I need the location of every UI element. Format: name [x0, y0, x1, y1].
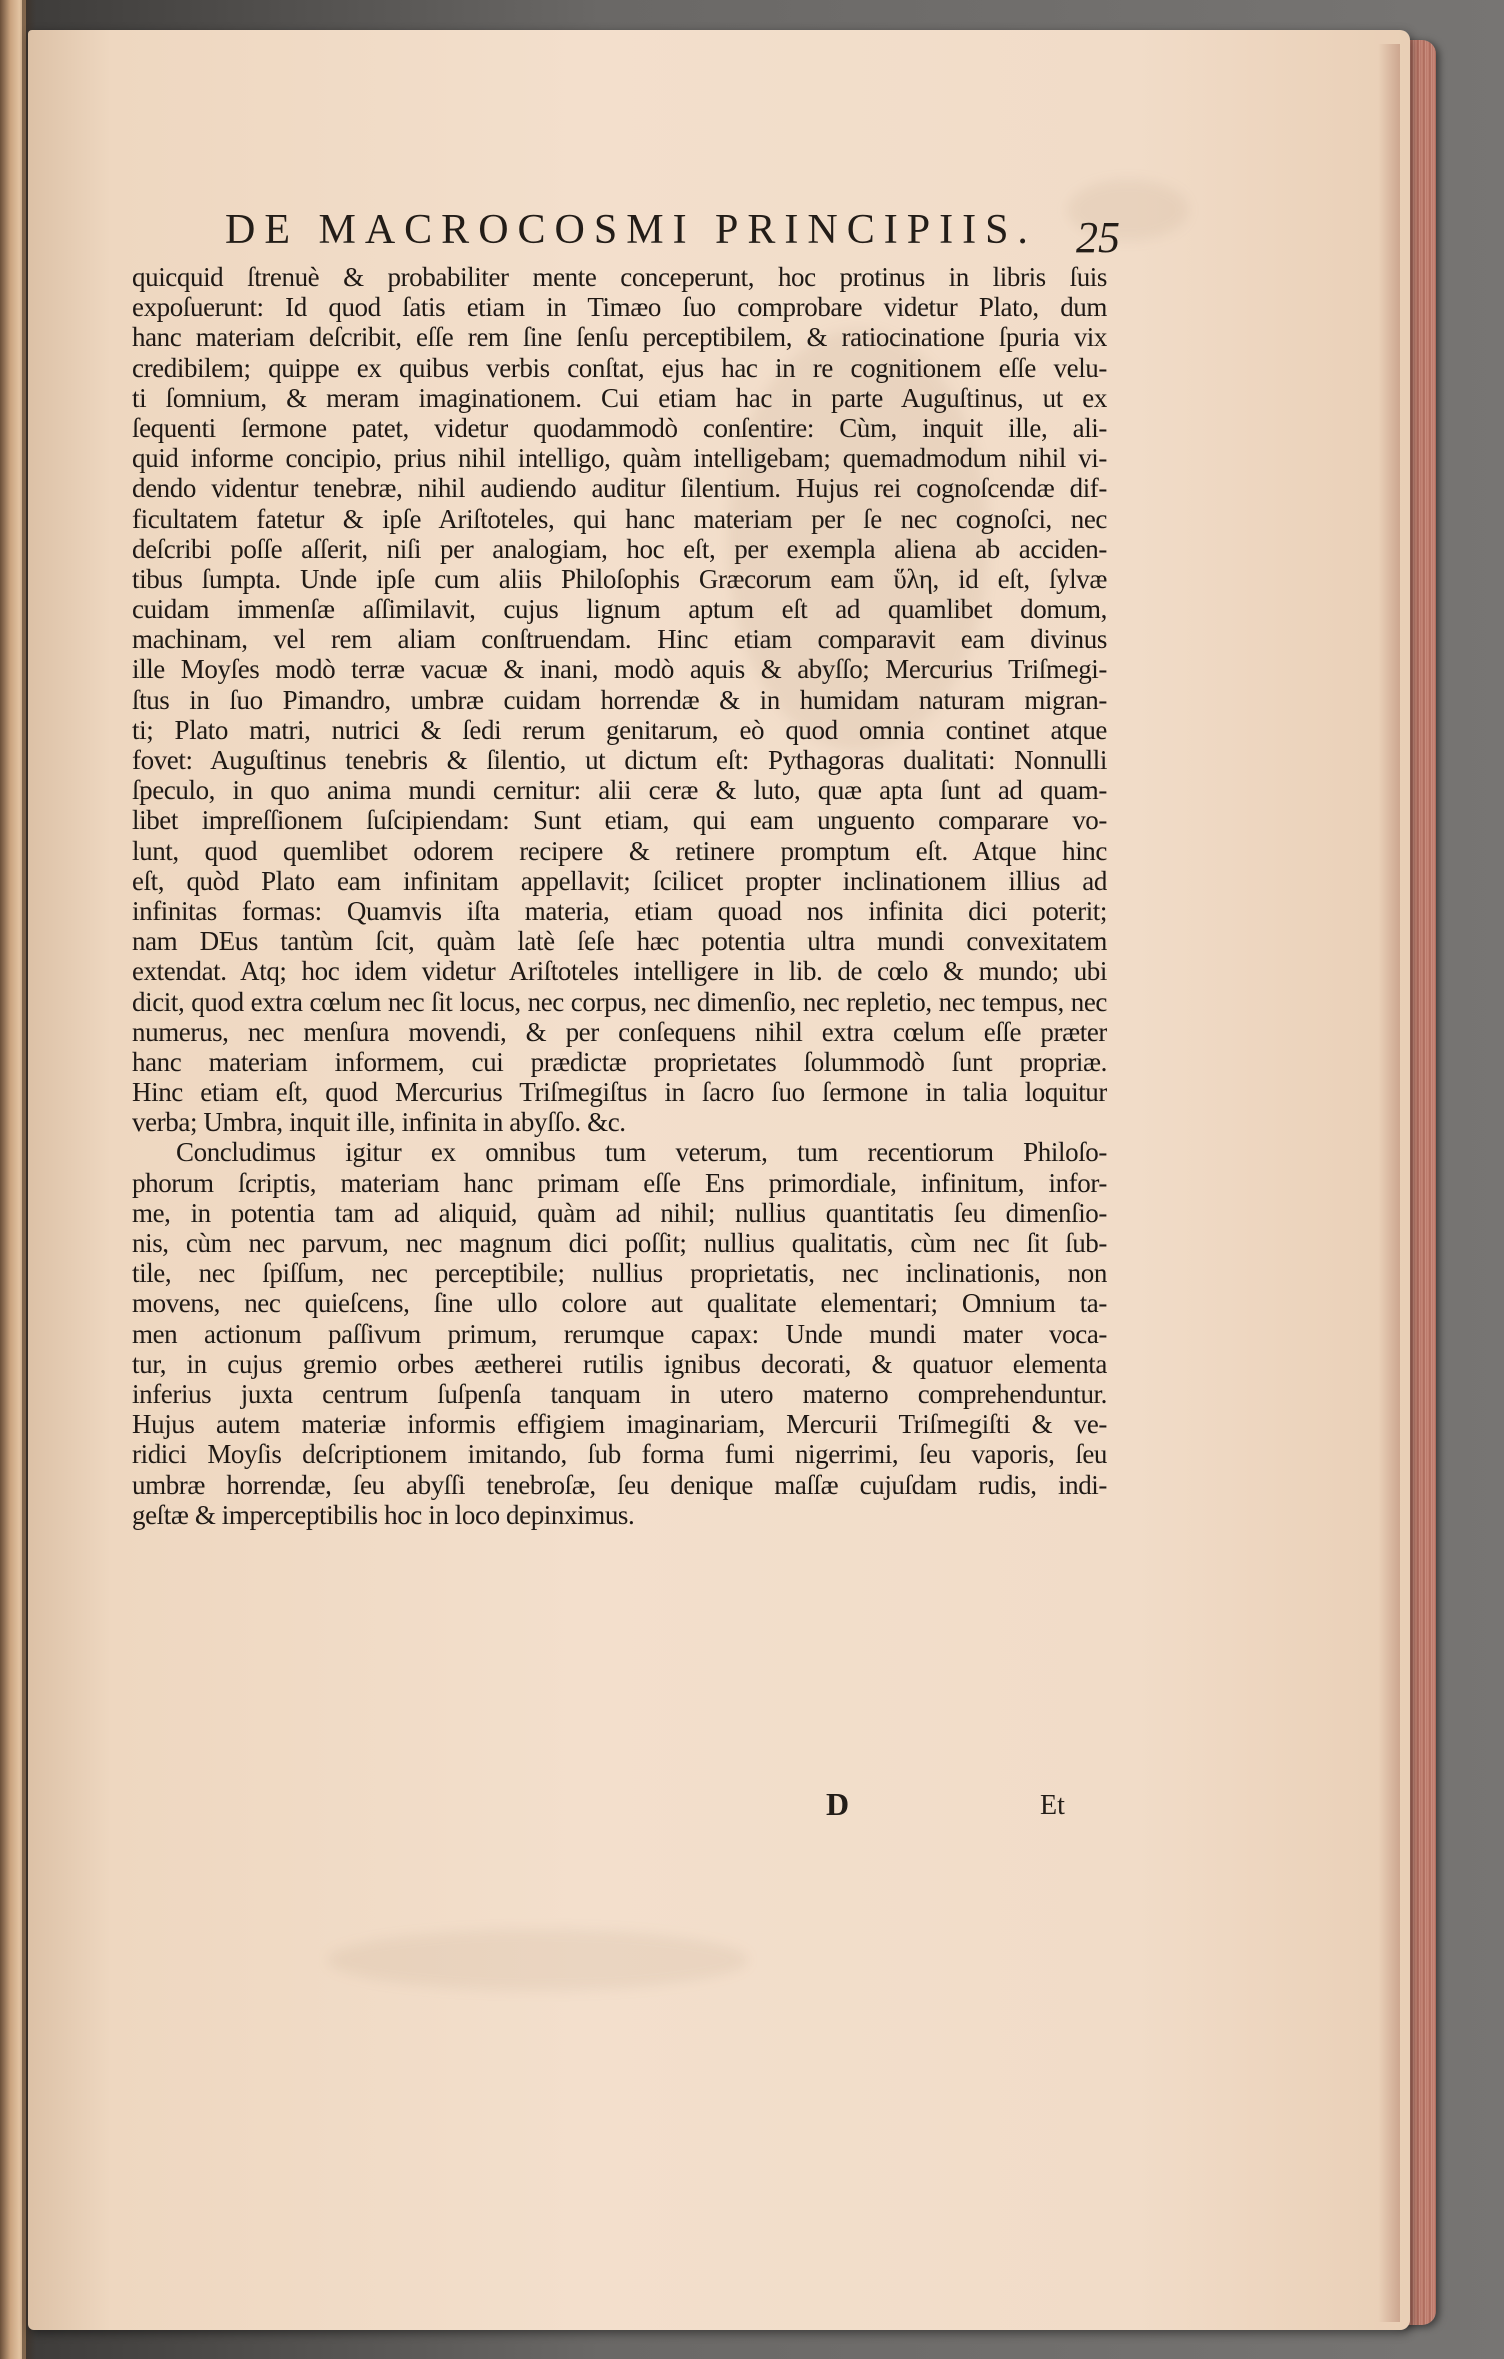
bleed-through-stain	[328, 1930, 748, 1990]
text-line: tur, in cujus gremio orbes æetherei rutilis ignibus decorati, & quatuor elementa	[132, 1348, 1107, 1379]
text-line: extendat. Atq; hoc idem videtur Ariſtoteles intelligere in lib. de cœlo & mundo; ubi	[132, 956, 1107, 987]
text-line: phorum ſcriptis, materiam hanc primam eſſe Ens primordiale, infinitum, infor-	[132, 1167, 1107, 1198]
text-line: dendo videntur tenebræ, nihil audiendo auditur ſilentium. Hujus rei cognoſcendæ dif-	[132, 473, 1107, 504]
text-line: movens, nec quieſcens, ſine ullo colore aut qualitate elementari; Omnium ta-	[132, 1288, 1107, 1319]
text-line: me, in potentia tam ad aliquid, quàm ad nihil; nullius quantitatis ſeu dimenſio-	[132, 1197, 1107, 1228]
text-line: dicit, quod extra cœlum nec ſit locus, nec corpus, nec dimenſio, nec repletio, nec tempus, nec	[132, 986, 1107, 1017]
text-line: hanc materiam deſcribit, eſſe rem ſine ſenſu perceptibilem, & ratiocinatione ſpuria vix	[132, 322, 1107, 353]
text-line: hanc materiam informem, cui prædictæ proprietates ſolummodò ſunt propriæ.	[132, 1046, 1107, 1077]
text-line: ridici Moyſis deſcriptionem imitando, ſub forma fumi nigerrimi, ſeu vaporis, ſeu	[132, 1439, 1107, 1470]
text-line: geſtæ & imperceptibilis hoc in loco depinximus.	[132, 1499, 635, 1530]
text-line: expoſuerunt: Id quod ſatis etiam in Timæo ſuo comprobare videtur Plato, dum	[132, 292, 1107, 323]
text-line: ficultatem fatetur & ipſe Ariſtoteles, qui hanc materiam per ſe nec cognoſci, nec	[132, 503, 1107, 534]
text-line: eſt, quòd Plato eam infinitam appellavit; ſcilicet propter inclinationem illius ad	[132, 865, 1107, 896]
text-line: umbræ horrendæ, ſeu abyſſi tenebroſæ, ſeu denique maſſæ cujuſdam rudis, indi-	[132, 1469, 1107, 1500]
text-line: libet impreſſionem ſuſcipiendam: Sunt etiam, qui eam unguento comparare vo-	[132, 805, 1107, 836]
text-line: Concludimus igitur ex omnibus tum veterum, tum recentiorum Philoſo-	[176, 1137, 1107, 1168]
text-line: Hujus autem materiæ informis effigiem imaginariam, Mercurii Triſmegiſti & ve-	[132, 1409, 1107, 1440]
text-line: inferius juxta centrum ſuſpenſa tanquam in utero materno comprehenduntur.	[132, 1378, 1107, 1409]
text-line: quid informe concipio, prius nihil intelligo, quàm intelligebam; quemadmodum nihil vi-	[132, 443, 1107, 474]
text-line: ti ſomnium, & meram imaginationem. Cui etiam hac in parte Auguſtinus, ut ex	[132, 382, 1107, 413]
text-line: men actionum paſſivum primum, rerumque capax: Unde mundi mater voca-	[132, 1318, 1107, 1349]
text-line: ſequenti ſermone patet, videtur quodammodò conſentire: Cùm, inquit ille, ali-	[132, 412, 1107, 443]
text-line: machinam, vel rem aliam conſtruendam. Hinc etiam comparavit eam divinus	[132, 624, 1107, 655]
running-title: DE MACROCOSMI PRINCIPIIS.	[225, 207, 1037, 253]
catchword: Et	[1040, 1790, 1065, 1821]
text-line: verba; Umbra, inquit ille, infinita in abyſſo. &c.	[132, 1107, 626, 1138]
text-line: ſtus in ſuo Pimandro, umbræ cuidam horrendæ & in humidam naturam migran-	[132, 684, 1107, 715]
text-line: quicquid ſtrenuè & probabiliter mente conceperunt, hoc protinus in libris ſuis	[132, 262, 1107, 292]
text-line: tibus ſumpta. Unde ipſe cum aliis Philoſophis Græcorum eam ὕλη, id eſt, ſylvæ	[132, 563, 1107, 594]
text-line: fovet: Auguſtinus tenebris & ſilentio, ut dictum eſt: Pythagoras dualitati: Nonnulli	[132, 745, 1107, 775]
page-edge-tint	[1378, 44, 1400, 2322]
text-line: tile, nec ſpiſſum, nec perceptibile; nullius proprietatis, nec inclinationis, non	[132, 1258, 1107, 1289]
text-line: lunt, quod quemlibet odorem recipere & retinere promptum eſt. Atque hinc	[132, 835, 1107, 866]
text-line: ille Moyſes modò terræ vacuæ & inani, modò aquis & abyſſo; Mercurius Triſmegi-	[132, 654, 1107, 685]
signature-mark: D	[826, 1786, 850, 1822]
page-number: 25	[1076, 213, 1120, 262]
text-line: credibilem; quippe ex quibus verbis conſtat, ejus hac in re cognitionem eſſe velu-	[132, 352, 1107, 383]
text-line: ti; Plato matri, nutrici & ſedi rerum genitarum, eò quod omnia continet atque	[132, 714, 1107, 745]
text-line: infinitas formas: Quamvis iſta materia, etiam quoad nos infinita dici poterit;	[132, 895, 1107, 926]
text-line: cuidam immenſæ aſſimilavit, cujus lignum aptum eſt ad quamlibet domum,	[132, 594, 1107, 625]
text-line: ſpeculo, in quo anima mundi cernitur: alii ceræ & luto, quæ apta ſunt ad quam-	[132, 775, 1107, 806]
text-line: nis, cùm nec parvum, nec magnum dici poſſit; nullius qualitatis, cùm nec ſit ſub-	[132, 1228, 1107, 1258]
text-line: Hinc etiam eſt, quod Mercurius Triſmegiſtus in ſacro ſuo ſermone in talia loquitur	[132, 1077, 1107, 1108]
body-text	[132, 262, 1107, 1530]
text-line: numerus, nec menſura movendi, & per conſequens nihil extra cœlum eſſe præter	[132, 1016, 1107, 1047]
text-line: deſcribi poſſe aſſerit, niſi per analogiam, hoc eſt, per exempla aliena ab acciden-	[132, 533, 1107, 564]
text-line: nam DEus tantùm ſcit, quàm latè ſeſe hæc potentia ultra mundi convexitatem	[132, 926, 1107, 957]
